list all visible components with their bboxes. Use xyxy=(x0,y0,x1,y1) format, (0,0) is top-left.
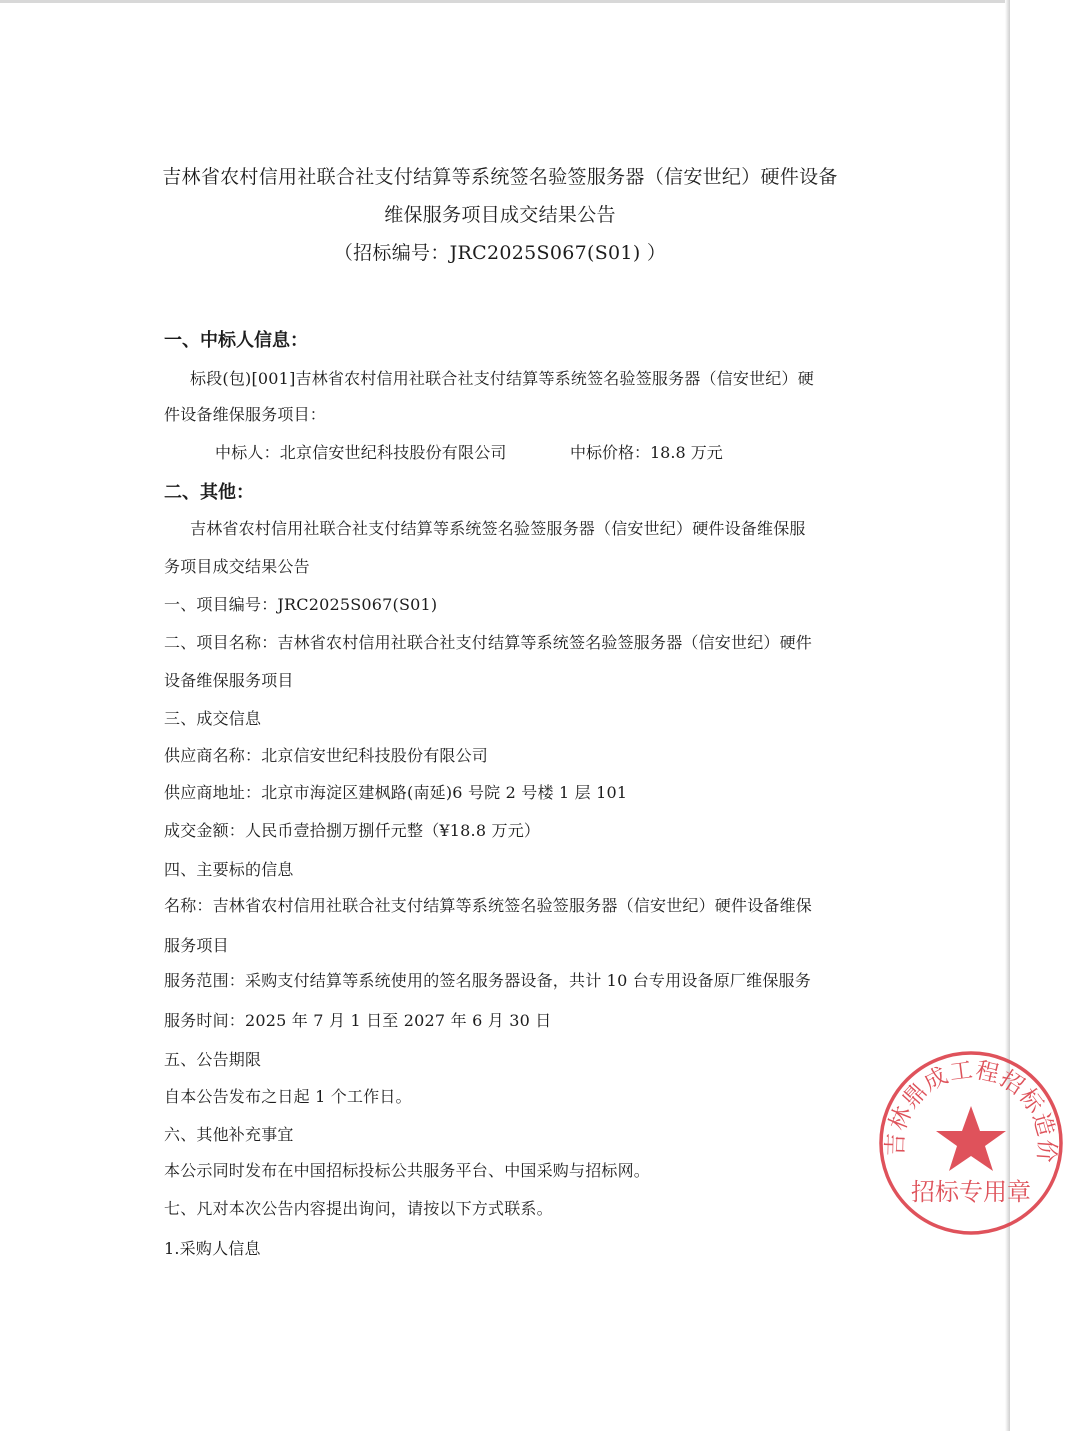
title-line-1: 吉林省农村信用社联合社支付结算等系统签名验签服务器（信安世纪）硬件设备 xyxy=(162,166,838,188)
project-name-line-1: 二、项目名称：吉林省农村信用社联合社支付结算等系统签名验签服务器（信安世纪）硬件 xyxy=(164,633,813,652)
contact-heading: 七、凡对本次公告内容提出询问，请按以下方式联系。 xyxy=(164,1199,553,1218)
deal-info-heading: 三、成交信息 xyxy=(164,709,262,728)
intro-line-1: 吉林省农村信用社联合社支付结算等系统签名验签服务器（信安世纪）硬件设备维保服 xyxy=(190,519,806,538)
supplement-heading: 六、其他补充事宜 xyxy=(164,1125,294,1144)
scan-edge-top xyxy=(0,0,1010,3)
seal-bottom-text: 招标专用章 xyxy=(911,1178,1031,1206)
project-number: 一、项目编号：JRC2025S067(S01) xyxy=(164,595,438,614)
supplement-text: 本公示同时发布在中国招标投标公共服务平台、中国采购与招标网。 xyxy=(164,1161,651,1180)
title-tender-number: （招标编号：JRC2025S067(S01) ） xyxy=(333,242,667,264)
winner-name: 中标人：北京信安世纪科技股份有限公司 xyxy=(215,443,507,462)
seal-arc-text: 吉林鼎成工程招标造价 xyxy=(882,1057,1060,1165)
package-line-1: 标段(包)[001]吉林省农村信用社联合社支付结算等系统签名验签服务器（信安世纪）硬 xyxy=(190,369,814,388)
notice-period-text: 自本公告发布之日起 1 个工作日。 xyxy=(164,1087,412,1106)
title-line-2: 维保服务项目成交结果公告 xyxy=(384,204,616,226)
buyer-info-heading: 1.采购人信息 xyxy=(164,1239,261,1258)
subject-name-line-2: 服务项目 xyxy=(164,936,229,955)
project-name-line-2: 设备维保服务项目 xyxy=(164,671,294,690)
service-scope: 服务范围：采购支付结算等系统使用的签名服务器设备，共计 10 台专用设备原厂维保服务 xyxy=(164,971,811,990)
section-winner-heading: 一、中标人信息： xyxy=(164,330,308,351)
package-line-2: 件设备维保服务项目： xyxy=(164,405,327,424)
service-time: 服务时间：2025 年 7 月 1 日至 2027 年 6 月 30 日 xyxy=(164,1011,552,1030)
subject-heading: 四、主要标的信息 xyxy=(164,860,294,879)
subject-name-line-1: 名称：吉林省农村信用社联合社支付结算等系统签名验签服务器（信安世纪）硬件设备维保 xyxy=(164,896,813,915)
winner-price: 中标价格：18.8 万元 xyxy=(570,443,723,462)
intro-line-2: 务项目成交结果公告 xyxy=(164,557,310,576)
section-other-heading: 二、其他： xyxy=(164,482,254,503)
deal-amount: 成交金额：人民币壹拾捌万捌仟元整（¥18.8 万元） xyxy=(164,821,541,840)
seal-star-icon xyxy=(936,1106,1006,1171)
supplier-name: 供应商名称：北京信安世纪科技股份有限公司 xyxy=(164,746,489,765)
supplier-address: 供应商地址：北京市海淀区建枫路(南延)6 号院 2 号楼 1 层 101 xyxy=(164,783,628,802)
official-seal xyxy=(876,1048,1066,1238)
notice-period-heading: 五、公告期限 xyxy=(164,1050,262,1069)
